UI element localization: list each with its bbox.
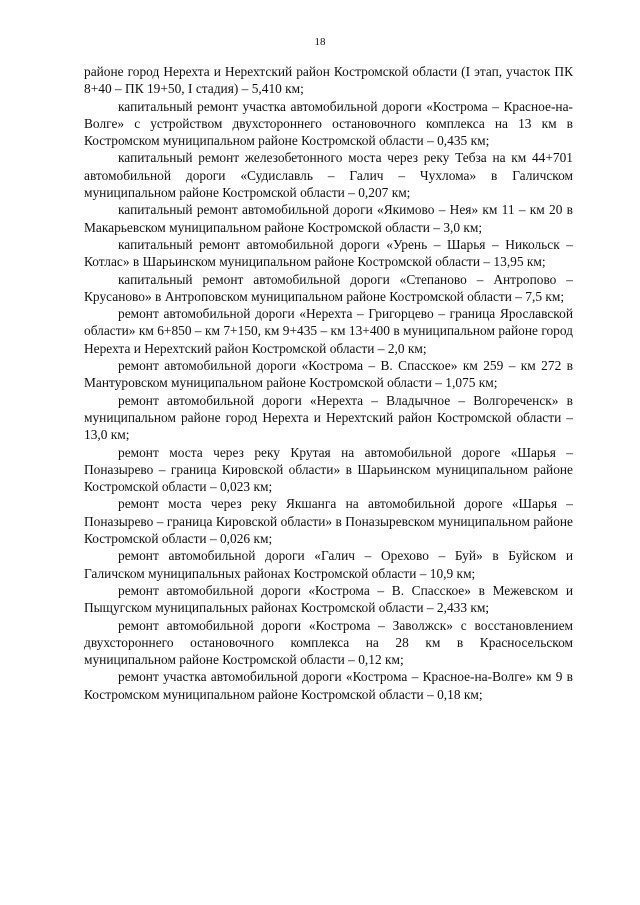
paragraph-4: капитальный ремонт автомобильной дороги «Якимово – Нея» км 11 – км 20 в Макарьевском муниципальном районе Костромской области – 3,0 км;: [84, 202, 573, 235]
paragraph-9: ремонт автомобильной дороги «Нерехта – Владычное – Волгореченск» в муниципальном районе город Нерехта и Нерехтский район Костромской области – 13,0 км;: [84, 392, 573, 443]
paragraph-12: ремонт автомобильной дороги «Галич – Орехово – Буй» в Буйском и Галичском муниципальных районах Костромской области – 10,9 км;: [84, 548, 573, 581]
paragraph-2: капитальный ремонт участка автомобильной дороги «Кострома – Красное-на-Волге» с устройством двухстороннего остановочного комплекса на 13 км в Костромском муниципальном районе Костромской области – 0,435 км;: [84, 98, 573, 149]
paragraph-8: ремонт автомобильной дороги «Кострома – В. Спасское» км 259 – км 272 в Мантуровском муниципальном районе Костромской области – 1,075 км;: [84, 358, 573, 391]
paragraph-14: ремонт автомобильной дороги «Кострома – Заволжск» с восстановлением двухстороннего остановочного комплекса на 28 км в Красносельском муниципальном районе Костромской области – 0,12 км;: [84, 617, 573, 668]
paragraph-1: районе город Нерехта и Нерехтский район Костромской области (I этап, участок ПК 8+40 – ПК 19+50, I стадия) – 5,410 км;: [84, 64, 573, 97]
paragraph-3: капитальный ремонт железобетонного моста через реку Тебза на км 44+701 автомобильной дороги «Судиславль – Галич – Чухлома» в Галичском муниципальном районе Костромской области – 0,207 км;: [84, 150, 573, 201]
paragraph-5: капитальный ремонт автомобильной дороги «Урень – Шарья – Никольск – Котлас» в Шарьинском муниципальном районе Костромской области – 13,95 км;: [84, 236, 573, 270]
paragraph-13: ремонт автомобильной дороги «Кострома – В. Спасское» в Межевском и Пыщугском муниципальных районах Костромской области – 2,433 км;: [84, 582, 573, 616]
paragraph-15: ремонт участка автомобильной дороги «Кострома – Красное-на-Волге» км 9 в Костромском муниципальном районе Костромской области – 0,18 км;: [84, 669, 573, 702]
paragraph-7: ремонт автомобильной дороги «Нерехта – Григорцево – граница Ярославской области» км 6+850 – км 7+150, км 9+435 – км 13+400 в муниципальном районе город Нерехта и Нерехтский район Костромской области – 2,0 км;: [84, 306, 573, 356]
paragraph-11: ремонт моста через реку Якшанга на автомобильной дороге «Шарья – Поназырево – граница Кировской области» в Поназыревском муниципальном районе Костромской области – 0,026 км;: [84, 496, 573, 547]
document-body: [84, 63, 573, 703]
paragraph-10: ремонт моста через реку Крутая на автомобильной дороге «Шарья – Поназырево – граница Кировской области» в Шарьинском муниципальном районе Костромской области – 0,023 км;: [84, 444, 573, 495]
page-number: 18: [314, 36, 326, 48]
paragraph-6: капитальный ремонт автомобильной дороги «Степаново – Антропово – Крусаново» в Антроповском муниципальном районе Костромской области – 7,5 км;: [84, 271, 573, 304]
